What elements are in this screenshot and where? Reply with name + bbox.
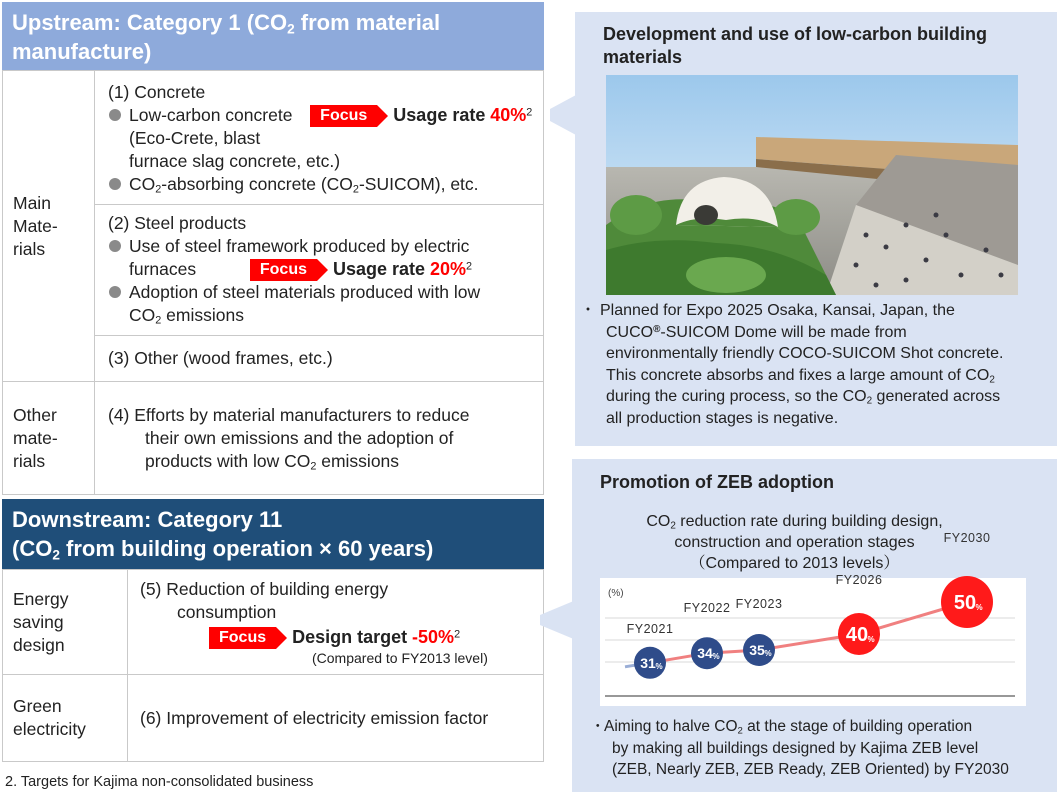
- focus-badge: Focus: [209, 627, 276, 649]
- zeb-chart-title: $CO_2$ reduction rate during building design, construction and operation stages （Compared to 2013 levels）: [646, 513, 943, 572]
- steel-item-low-emission: Adoption of steel materials produced with low $CO_2$ emissions: [108, 281, 543, 327]
- design-target-value: -50%: [412, 627, 455, 647]
- concrete-item-low-carbon: Low-carbon concrete Focus Usage rate 40%$^2$ (Eco-Crete, blast furnace slag concrete, etc.): [108, 104, 543, 173]
- x-tick-label: FY2021: [626, 621, 674, 636]
- lowcarbon-panel: [575, 12, 1057, 446]
- steel-item-electric-furnace: Use of steel framework produced by electric furnaces Focus Usage rate 20%$^2$: [108, 235, 543, 281]
- value-unit: %: [764, 649, 772, 658]
- energy-saving-label: Energy saving design: [2, 569, 128, 675]
- zeb-panel: [572, 459, 1057, 792]
- main-materials-label: Main Mate- rials: [2, 70, 95, 382]
- zeb-note: ・Aiming to halve $CO_2$ at the stage of building operation by making all buildings designed by Kajima ZEB level (ZEB, Nearly ZEB, ZEB Ready, ZEB Oriented) by FY2030: [590, 718, 1009, 778]
- x-tick-label: FY2026: [835, 573, 883, 587]
- focus-badge: Focus: [310, 105, 377, 127]
- value-unit: %: [655, 661, 663, 671]
- x-tick-label: FY2030: [943, 531, 991, 545]
- downstream-header: Downstream: Category 11 ($CO_2$ from building operation × 60 years): [2, 499, 544, 569]
- value-unit: %: [712, 652, 720, 662]
- value-label: 40: [845, 624, 869, 646]
- value-label: 31: [640, 654, 656, 671]
- efforts-cell: (4) Efforts by material manufacturers to reduce their own emissions and the adoption of products with low $CO_2$ emissions: [94, 381, 544, 495]
- other-main-cell: (3) Other (wood frames, etc.): [94, 335, 544, 382]
- value-label: 34: [697, 645, 713, 662]
- expo-dome-illustration: [606, 75, 1018, 295]
- usage-rate-label: Usage rate: [333, 259, 426, 279]
- value-unit: %: [975, 603, 983, 612]
- improvement-cell: (6) Improvement of electricity emission factor: [127, 674, 544, 762]
- footnote: 2. Targets for Kajima non-consolidated business: [5, 774, 314, 790]
- focus-badge: Focus: [250, 259, 317, 281]
- usage-rate-value: 20%: [429, 259, 466, 279]
- value-unit: %: [867, 635, 875, 644]
- design-target-compare: (Compared to FY2013 level): [312, 650, 488, 667]
- reduction-cell: (5) Reduction of building energy consumption Focus Design target -50%$^2$ (Compared to FY2013 level): [127, 569, 544, 675]
- value-label: 35: [749, 642, 765, 658]
- usage-rate-label: Usage rate: [393, 105, 486, 125]
- lowcarbon-note: ・ Planned for Expo 2025 Osaka, Kansai, Japan, the CUCO®-SUICOM Dome will be made from environmentally friendly COCO-SUICOM Shot concrete. This concrete absorbs and fixes a large amount of $CO_2$ during the curing process, so the $CO_2$ generated across all production stages is negative.: [580, 302, 1004, 427]
- concrete-cell: [94, 70, 544, 205]
- upstream-header: Upstream: Category 1 ($CO_2$ from material manufacture): [2, 2, 544, 70]
- lowcarbon-title: Development and use of low-carbon building materials: [603, 24, 988, 67]
- usage-rate-value: 40%: [490, 105, 527, 125]
- zeb-title: Promotion of ZEB adoption: [600, 472, 834, 492]
- x-tick-label: FY2022: [683, 601, 731, 616]
- other-materials-label: Other mate- rials: [2, 381, 95, 495]
- steel-heading: (2) Steel products: [108, 213, 247, 233]
- value-label: 50: [953, 592, 977, 614]
- concrete-item-co2-absorbing: $CO_2$-absorbing concrete $(CO_2-SUICOM)$, etc.: [108, 173, 543, 196]
- design-target-label: Design target: [292, 627, 408, 647]
- concrete-heading: (1) Concrete: [108, 82, 206, 102]
- x-tick-label: FY2023: [735, 597, 783, 611]
- y-axis-label: (%): [608, 588, 624, 599]
- steel-cell: [94, 204, 544, 336]
- green-electricity-label: Green electricity: [2, 674, 128, 762]
